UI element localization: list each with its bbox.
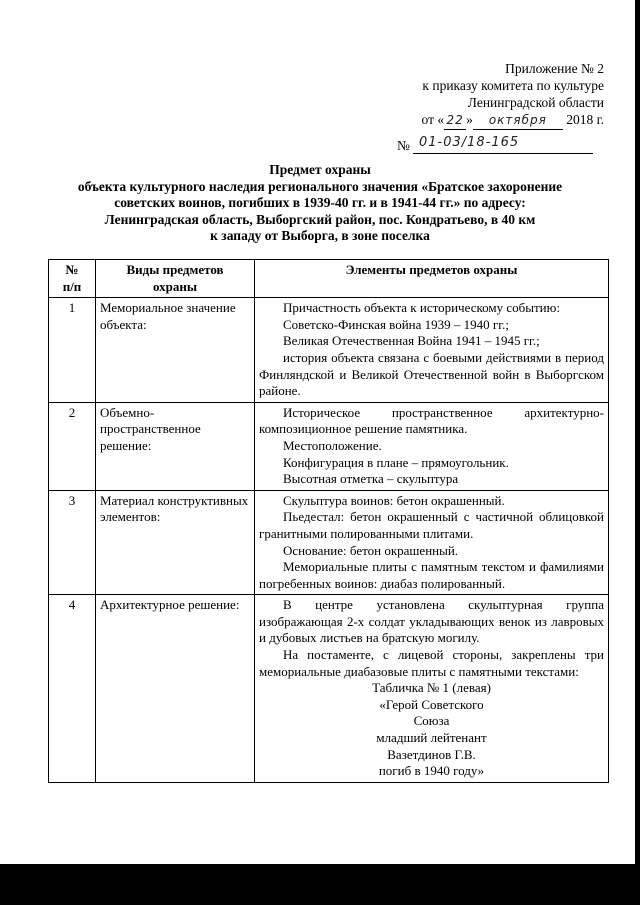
plaque-text-line: Союза: [413, 713, 450, 729]
row-type: Объемно-пространственное решение:: [96, 402, 255, 490]
plaque-text-line: Вазетдинов Г.В.: [387, 746, 476, 762]
row-elements: Историческое пространственное архитектурно-композиционное решение памятника. Местоположение. Конфигурация в плане – прямоугольник. Высотная отметка – скульптура: [255, 402, 609, 490]
title-line-1: Предмет охраны: [269, 162, 371, 177]
appendix-region: Ленинградской области: [467, 95, 604, 110]
appendix-title: Приложение № 2: [505, 61, 604, 76]
row-number: 4: [49, 595, 96, 783]
table-row: [49, 490, 609, 595]
table-header-row: [49, 260, 609, 298]
title-line-5: к западу от Выборга, в зоне поселка: [210, 228, 430, 243]
header-elements: Элементы предметов охраны: [255, 260, 609, 298]
table-row: [49, 298, 609, 403]
plaque-text-line: погиб в 1940 году»: [378, 763, 485, 779]
plaque-text-line: Табличка № 1 (левая): [372, 680, 491, 696]
plaque-text-line: младший лейтенант: [376, 730, 487, 746]
document-title: [30, 162, 610, 245]
title-line-3: советских воинов, погибших в 1939-40 гг. и в 1941-44 гг.» по адресу:: [114, 195, 526, 210]
handwritten-month: октября: [488, 113, 547, 127]
row-number: 3: [49, 490, 96, 595]
table-row: [49, 595, 609, 783]
handwritten-day: 22: [446, 113, 464, 127]
protection-table: [48, 259, 609, 783]
row-elements: В центре установлена скульптурная группа изображающая 2-х солдат укладывающих венок из лавровых и дубовых листьев на братскую могилу. На постаменте, с лицевой стороны, закреплены три мемориальные диабазовые плиты с памятными текстами: Табличка № 1 (левая) «Герой Советского Союза младший лейтенант Вазетдинов Г.В. погиб в 1940 году»: [255, 595, 609, 783]
scan-edge: [635, 0, 640, 864]
row-type: Мемориальное значение объекта:: [96, 298, 255, 403]
title-line-2: объекта культурного наследия регионального значения «Братское захоронение: [77, 178, 563, 194]
row-number: 2: [49, 402, 96, 490]
row-elements: Скульптура воинов: бетон окрашенный. Пьедестал: бетон окрашенный с частичной облицовкой гранитными полированными плитами. Основание: бетон окрашенный. Мемориальные плиты с памятным текстом и фамилиями погребенных воинов: диабаз полированный.: [255, 490, 609, 595]
appendix-date: от « 22 » октября 2018 г.: [360, 111, 604, 130]
row-type: Материал конструктивных элементов:: [96, 490, 255, 595]
plaque-text-line: «Герой Советского: [379, 696, 484, 712]
row-type: Архитектурное решение:: [96, 595, 255, 783]
header-type: Виды предметов охраны: [96, 260, 255, 298]
handwritten-number: 01-03/18-165: [419, 135, 520, 150]
row-elements: Причастность объекта к историческому событию: Советско-Финская война 1939 – 1940 гг.; Великая Отечественная Война 1941 – 1945 гг.; история объекта связана с боевыми действиями в период Финляндской и Великой Отечественной войн в Выборгском районе.: [255, 298, 609, 403]
header-number: № п/п: [49, 260, 96, 298]
title-line-4: Ленинградская область, Выборгский район, пос. Кондратьево, в 40 км: [104, 211, 536, 227]
table-row: [49, 402, 609, 490]
appendix-number: № 01-03/18-165: [397, 137, 601, 154]
scan-bottom-bar: [0, 864, 640, 905]
appendix-header: [360, 60, 604, 153]
row-number: 1: [49, 298, 96, 403]
appendix-order-ref: к приказу комитета по культуре: [422, 78, 604, 93]
